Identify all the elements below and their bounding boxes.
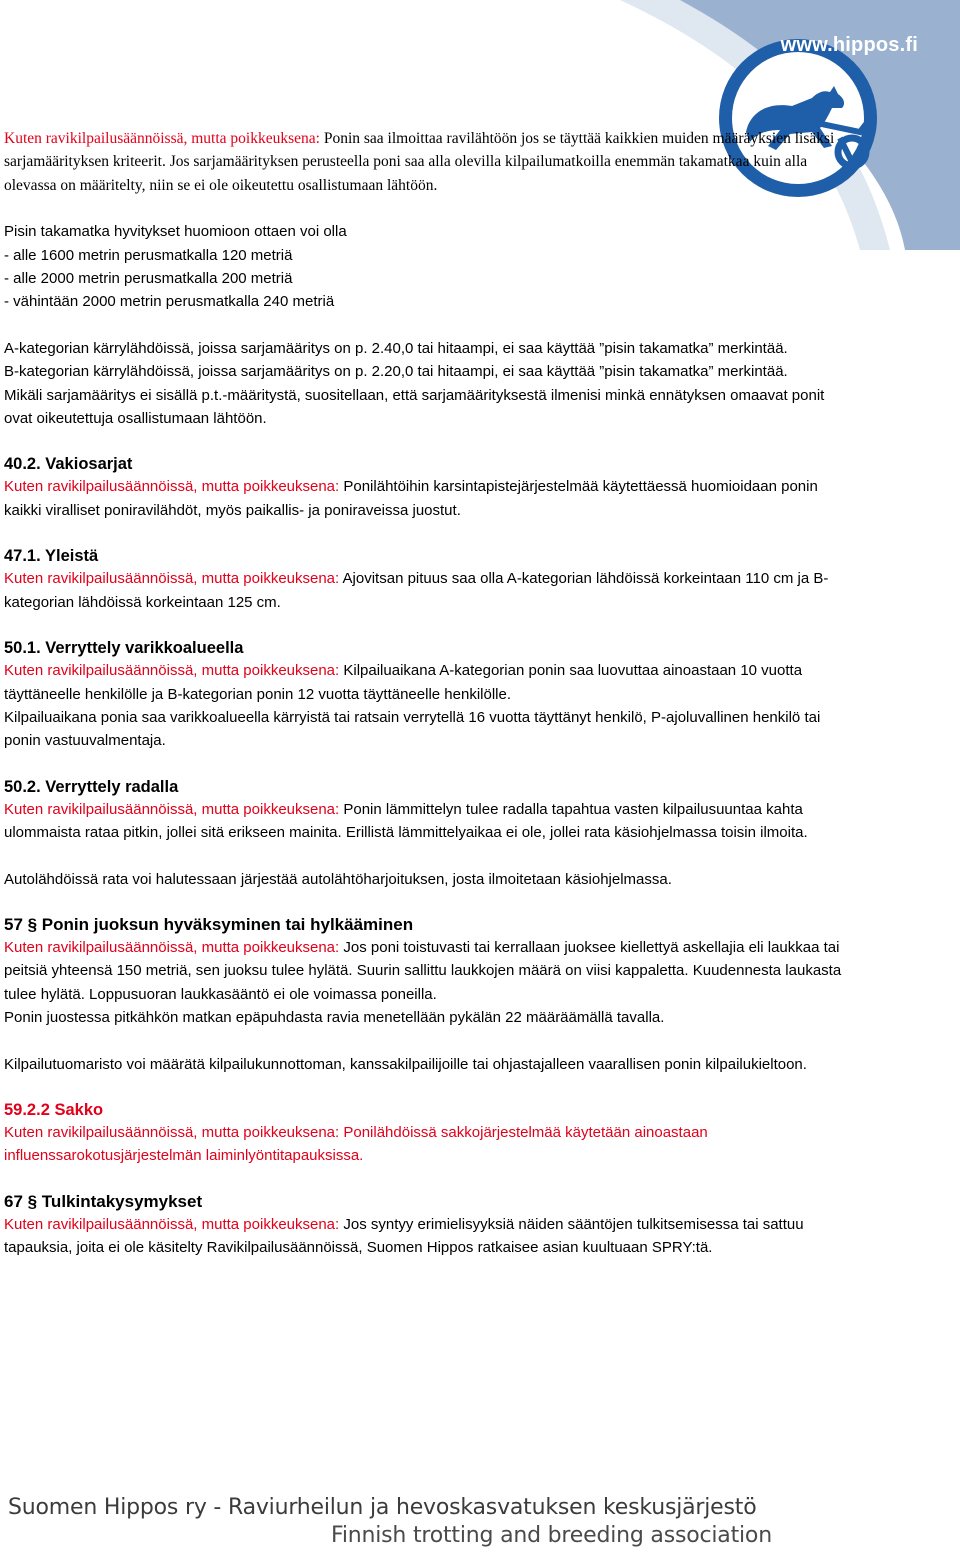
section-paragraph: Kuten ravikilpailusäännöissä, mutta poikkeuksena: Ponilähdöissä sakkojärjestelmää käytetään ainoastaan influenssarokotusjärjestelmän laiminlyöntitapauksissa. <box>4 1123 708 1165</box>
section-text: Kilpailuaikana A-kategorian ponin saa luovuttaa ainoastaan 10 vuotta täyttäneelle henkilölle ja B-kategorian ponin 12 vuotta täyttäneelle henkilölle. <box>4 662 803 703</box>
section-heading: 47.1. Yleistä <box>4 547 99 566</box>
exception-label: Kuten ravikilpailusäännöissä, mutta poikkeuksena: <box>4 1215 340 1233</box>
spacer <box>4 614 854 637</box>
spacer <box>4 891 854 914</box>
exception-label: Kuten ravikilpailusäännöissä, mutta poikkeuksena: <box>4 130 320 147</box>
spacer <box>4 430 854 453</box>
spacer <box>4 197 854 220</box>
spacer <box>4 1168 854 1191</box>
exception-label: Kuten ravikilpailusäännöissä, mutta poikkeuksena: <box>4 662 340 680</box>
section-heading: 50.2. Verryttely radalla <box>4 777 179 796</box>
intro-text: Ponin saa ilmoittaa ravilähtöön jos se täyttää kaikkien muiden määräyksien lisäksi sarjamäärityksen kriteerit. Jos sarjamäärityksen perusteella poni saa alla olevilla kilpailumatkoilla enemmän takamatkaa kuin alla olevassa on määritelty, niin se ei ole oikeutettu osallistumaan lähtöön. <box>4 130 835 194</box>
section-paragraph: Autolähdöissä rata voi halutessaan järjestää autolähtöharjoituksen, josta ilmoitetaan käsiohjelmassa. <box>4 870 672 888</box>
section-text: Jos poni toistuvasti tai kerrallaan juoksee kiellettyä askellajia eli laukkaa tai peitsiä yhteensä 150 metriä, sen juoksu tulee hylätä. Suurin sallittu laukkojen määrä on viisi kappaletta. Kuudennesta laukasta tulee hylätä. Loppusuoran laukkasääntö ei ole voimassa poneilla. <box>4 938 842 1003</box>
section-text: Ponin lämmittelyn tulee radalla tapahtua vasten kilpailusuuntaa kahta ulommaista rataa pitkin, jollei sitä erikseen mainita. Erillistä lämmittelyaikaa ei ole, jollei rata käsiohjelmassa toisin ilmoita. <box>4 800 808 842</box>
spacer <box>4 753 854 776</box>
section-text: Ponilähtöihin karsintapistejärjestelmää käytettäessä huomioidaan ponin kaikki viralliset poniravilähdöt, myös paikallis- ja poniraveissa juostut. <box>4 478 818 519</box>
section-paragraph: Kilpailutuomaristo voi määrätä kilpailukunnottoman, kanssakilpailijoille tai ohjastajalleen vaarallisen ponin kilpailukieltoon. <box>4 1055 807 1073</box>
section-text: Jos syntyy erimielisyyksiä näiden sääntöjen tulkitsemisessa tai sattuu tapauksia, joita ei ole käsitelty Ravikilpailusäännöissä, Suomen Hippos ratkaisee asian kuultuaan SPRY:tä. <box>4 1215 804 1257</box>
handicap-item: - vähintään 2000 metrin perusmatkalla 240 metriä <box>4 293 335 311</box>
section-paragraph: Kilpailuaikana ponia saa varikkoalueella kärryistä tai ratsain verrytellä 16 vuotta täyttänyt henkilö, P-ajoluvallinen henkilö tai ponin vastuuvalmentaja. <box>4 708 821 750</box>
section-paragraph <box>4 475 854 522</box>
section-paragraph <box>4 567 854 614</box>
section-paragraph <box>4 1213 854 1260</box>
section-paragraph <box>4 798 854 845</box>
category-b-rule: B-kategorian kärrylähdöissä, joissa sarjamääritys on p. 2.20,0 tai hitaampi, ei saa käyttää ”pisin takamatka” merkintää. <box>4 363 788 381</box>
handicap-block <box>4 220 854 314</box>
spacer <box>4 1076 854 1099</box>
footer-organization: Suomen Hippos ry - Raviurheilun ja hevoskasvatuksen keskusjärjestö <box>8 1495 757 1520</box>
spacer <box>4 1030 854 1053</box>
category-note: Mikäli sarjamääritys ei sisällä p.t.-määritystä, suositellaan, että sarjamäärityksestä ilmenisi minkä ennätyksen omaavat ponit ovat oikeutettuja osallistumaan lähtöön. <box>4 386 825 428</box>
document-body <box>4 127 854 1260</box>
handicap-item: - alle 2000 metrin perusmatkalla 200 metriä <box>4 270 293 288</box>
footer-tagline: Finnish trotting and breeding association <box>331 1523 772 1548</box>
intro-paragraph <box>4 127 854 197</box>
section-heading: 50.1. Verryttely varikkoalueella <box>4 639 244 658</box>
section-paragraph <box>4 936 854 1006</box>
spacer <box>4 522 854 545</box>
exception-label: Kuten ravikilpailusäännöissä, mutta poikkeuksena: <box>4 570 340 588</box>
category-a-rule: A-kategorian kärrylähdöissä, joissa sarjamääritys on p. 2.40,0 tai hitaampi, ei saa käyttää ”pisin takamatka” merkintää. <box>4 339 788 357</box>
handicap-item: - alle 1600 metrin perusmatkalla 120 metriä <box>4 246 293 264</box>
handicap-title: Pisin takamatka hyvitykset huomioon ottaen voi olla <box>4 223 347 241</box>
section-heading: 40.2. Vakiosarjat <box>4 455 133 474</box>
section-text: Ajovitsan pituus saa olla A-kategorian lähdöissä korkeintaan 110 cm ja B-kategorian lähdöissä korkeintaan 125 cm. <box>4 570 829 611</box>
footer <box>8 1494 772 1550</box>
exception-label: Kuten ravikilpailusäännöissä, mutta poikkeuksena: <box>4 800 340 818</box>
section-paragraph <box>4 659 854 706</box>
exception-label: Kuten ravikilpailusäännöissä, mutta poikkeuksena: <box>4 938 340 956</box>
exception-label: Kuten ravikilpailusäännöissä, mutta poikkeuksena: <box>4 478 340 496</box>
section-heading: 67 § Tulkintakysymykset <box>4 1191 203 1211</box>
spacer <box>4 314 854 337</box>
spacer <box>4 845 854 868</box>
section-heading: 57 § Ponin juoksun hyväksyminen tai hylkääminen <box>4 914 414 934</box>
site-url[interactable]: www.hippos.fi <box>780 34 918 56</box>
section-heading: 59.2.2 Sakko <box>4 1100 104 1119</box>
section-paragraph: Ponin juostessa pitkähkön matkan epäpuhdasta ravia menetellään pykälän 22 määräämällä tavalla. <box>4 1009 665 1027</box>
